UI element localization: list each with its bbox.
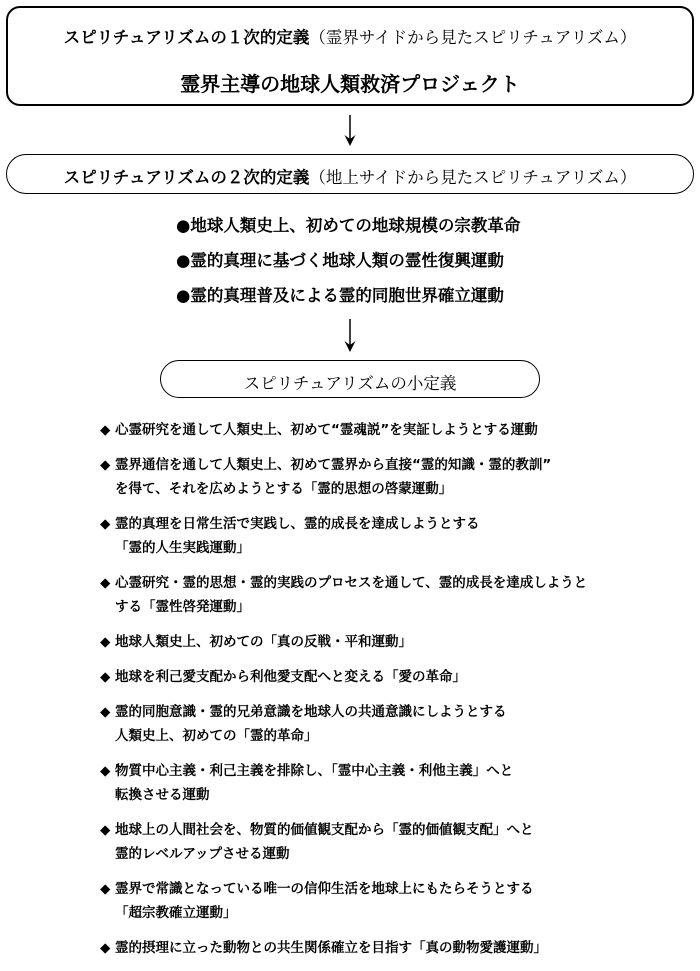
small-definition-line: 転換させる運動 [115,787,210,803]
small-definition-line: 地球を利己愛支配から利他愛支配へと変える「愛の革命」 [115,669,466,685]
small-definition-item [100,877,660,925]
small-definition-line: 霊的レベルアップさせる運動 [115,846,290,862]
small-definition-line: 心霊研究・霊的思想・霊的実践のプロセスを通して、霊的成長を達成しようと [115,575,588,591]
diamond-bullet-icon: ◆ [100,763,111,779]
movement-list [176,208,520,313]
small-definition-line: 霊界で常識となっている唯一の信仰生活を地球上にもたらそうとする [115,881,534,897]
small-definition-line: 「霊的人生実践運動」 [115,540,250,556]
primary-definition-title: スピリチュアリズムの１次的定義 [63,28,310,47]
diamond-bullet-icon: ◆ [100,575,111,591]
small-definition-line: を得て、それを広めようとする「霊的思想の啓蒙運動」 [115,481,453,497]
small-definition-line: 地球上の人間社会を、物質的価値観支配から「霊的価値観支配」へと [115,822,534,838]
small-definition-line: 霊界通信を通して人類史上、初めて霊界から直接“霊的知識・霊的教訓” [115,457,552,473]
diamond-bullet-icon: ◆ [100,634,111,650]
small-definition-line: 霊的同胞意識・霊的兄弟意識を地球人の共通意識にしようとする [115,704,507,720]
movement-item: ●霊的真理に基づく地球人類の霊性復興運動 [176,251,504,270]
small-definitions-list [100,418,660,971]
small-definition-item [100,571,660,619]
small-definitions-box [160,360,540,398]
primary-definition-subtitle: （霊界サイドから見たスピリチュアリズム） [309,28,637,47]
small-definitions-title: スピリチュアリズムの小定義 [243,374,457,393]
small-definition-item [100,818,660,866]
diamond-bullet-icon: ◆ [100,704,111,720]
small-definition-item [100,418,660,442]
small-definition-item [100,665,660,689]
primary-definition-box [6,6,694,106]
secondary-definition-title: スピリチュアリズムの２次的定義 [63,168,310,187]
primary-definition-content: 霊界主導の地球人類救済プロジェクト [180,72,520,96]
small-definition-item [100,630,660,654]
small-definition-item [100,453,660,501]
small-definition-line: する「霊性啓発運動」 [115,599,250,615]
diamond-bullet-icon: ◆ [100,422,111,438]
small-definition-line: 「超宗教確立運動」 [115,905,237,921]
small-definition-item [100,512,660,560]
small-definition-line: 霊的真理を日常生活で実践し、霊的成長を達成しようとする [115,516,480,532]
movement-item: ●地球人類史上、初めての地球規模の宗教革命 [176,216,521,235]
small-definition-line: 霊的摂理に立った動物との共生関係確立を目指す「真の動物愛護運動」 [115,940,547,956]
primary-definition-heading [8,24,692,48]
small-definition-line: 心霊研究を通して人類史上、初めて“霊魂説”を実証しようとする運動 [115,422,538,438]
diamond-bullet-icon: ◆ [100,881,111,897]
secondary-definition-heading [7,164,693,188]
diamond-bullet-icon: ◆ [100,457,111,473]
movement-item: ●霊的真理普及による霊的同胞世界確立運動 [176,286,504,305]
small-definition-item [100,936,660,960]
down-arrow-icon [343,115,357,147]
diamond-bullet-icon: ◆ [100,940,111,956]
small-definition-line: 地球人類史上、初めての「真の反戦・平和運動」 [115,634,412,650]
secondary-definition-subtitle: （地上サイドから見たスピリチュアリズム） [309,168,637,187]
diamond-bullet-icon: ◆ [100,516,111,532]
diamond-bullet-icon: ◆ [100,669,111,685]
small-definition-item [100,759,660,807]
diamond-bullet-icon: ◆ [100,822,111,838]
small-definition-item [100,700,660,748]
small-definition-line: 人類史上、初めての「霊的革命」 [115,728,318,744]
secondary-definition-box [6,154,694,194]
small-definition-line: 物質中心主義・利己主義を排除し、「霊中心主義・利他主義」へと [115,763,514,779]
down-arrow-icon [343,319,357,353]
